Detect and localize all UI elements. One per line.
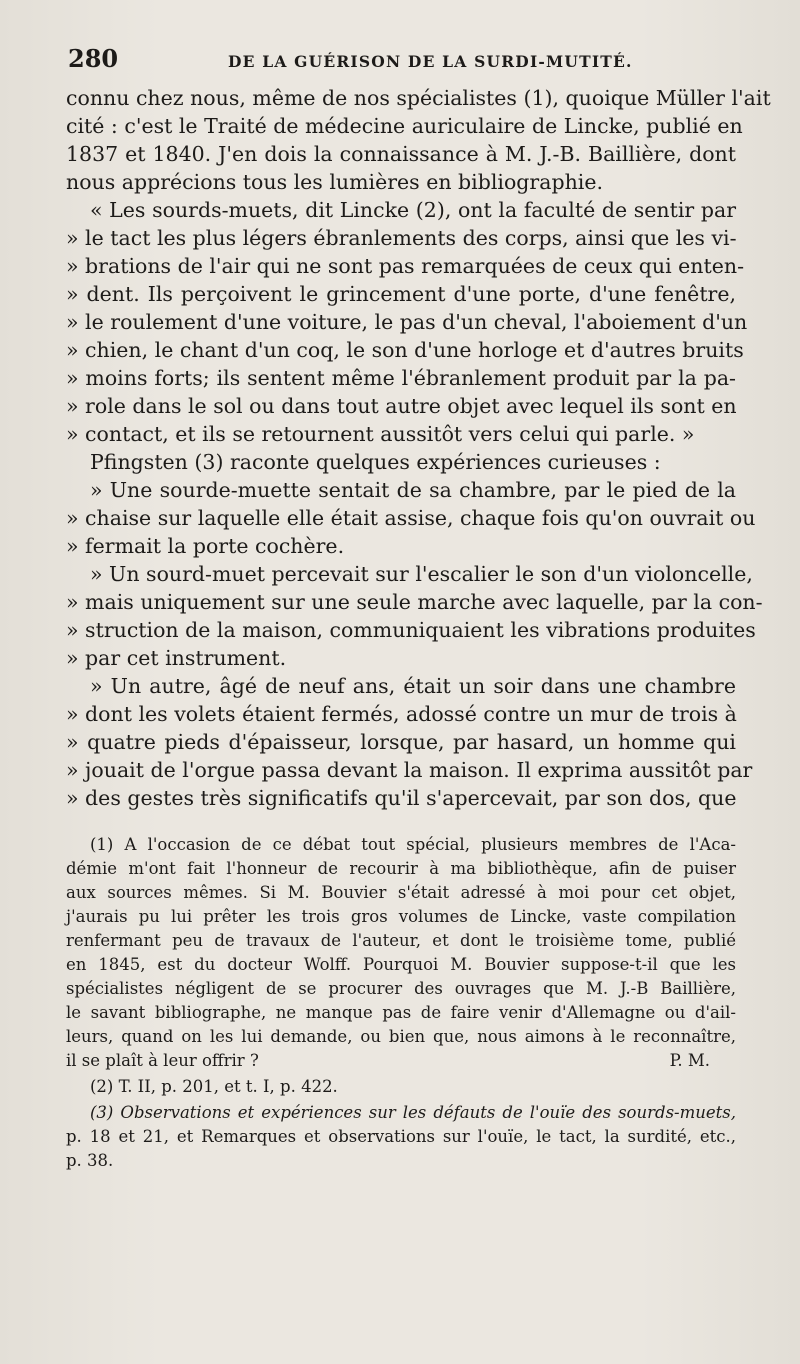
body-line: nous apprécions tous les lumières en bibliographie. (66, 170, 603, 194)
footnote-last-line (66, 1050, 736, 1071)
body-line: » dont les volets étaient fermés, adossé contre un mur de trois à (66, 702, 737, 726)
footnote-line: aux sources mêmes. Si M. Bouvier s'était adressé à moi pour cet objet, (66, 883, 736, 902)
footnote-line: le savant bibliographe, ne manque pas de faire venir d'Allemagne ou d'ail- (66, 1003, 736, 1022)
body-line: » role dans le sol ou dans tout autre objet avec lequel ils sont en (66, 394, 737, 418)
footnote-line: (2) T. II, p. 201, et t. I, p. 422. (90, 1077, 338, 1096)
footnote-line: il se plaît à leur offrir ? (66, 1051, 259, 1070)
body-line: 1837 et 1840. J'en dois la connaissance à M. J.-B. Baillière, dont (66, 142, 736, 166)
footnote-line: p. 38. (66, 1151, 114, 1170)
body-line: connu chez nous, même de nos spécialistes (1), quoique Müller l'ait (66, 86, 771, 110)
footnote-line: j'aurais pu lui prêter les trois gros volumes de Lincke, vaste compilation (66, 907, 736, 926)
footnote-line: leurs, quand on les lui demande, ou bien que, nous aimons à le reconnaître, (66, 1027, 736, 1046)
body-line: » chaise sur laquelle elle était assise, chaque fois qu'on ouvrait ou (66, 506, 756, 530)
footnote-line: spécialistes négligent de se procurer des ouvrages que M. J.-B Baillière, (66, 979, 736, 998)
body-line: » chien, le chant d'un coq, le son d'une horloge et d'autres bruits (66, 338, 744, 362)
body-line: » brations de l'air qui ne sont pas remarquées de ceux qui enten- (66, 254, 745, 278)
body-line: » Une sourde-muette sentait de sa chambre, par le pied de la (90, 478, 736, 502)
body-line: » le tact les plus légers ébranlements des corps, ainsi que les vi- (66, 226, 737, 250)
footnote-signature: P. M. (669, 1051, 710, 1070)
body-line: » par cet instrument. (66, 646, 287, 670)
footnote-line: (1) A l'occasion de ce débat tout spécial, plusieurs membres de l'Aca- (90, 835, 736, 854)
body-line: » contact, et ils se retournent aussitôt vers celui qui parle. » (66, 422, 695, 446)
footnote-line: (3) Observations et expériences sur les défauts de l'ouïe des sourds-muets, (90, 1103, 736, 1122)
footnote-line: démie m'ont fait l'honneur de recourir à ma bibliothèque, afin de puiser (66, 859, 736, 878)
body-line: « Les sourds-muets, dit Lincke (2), ont la faculté de sentir par (90, 198, 736, 222)
body-line: » Un sourd-muet percevait sur l'escalier le son d'un violoncelle, (90, 562, 753, 586)
page-number: 280 (68, 44, 119, 73)
footnote-line: en 1845, est du docteur Wolff. Pourquoi M. Bouvier suppose-t-il que les (66, 955, 736, 974)
footnote-line: renfermant peu de travaux de l'auteur, et dont le troisième tome, publié (66, 931, 736, 950)
body-line: » quatre pieds d'épaisseur, lorsque, par hasard, un homme qui (66, 730, 736, 754)
body-line: » le roulement d'une voiture, le pas d'un cheval, l'aboiement d'un (66, 310, 748, 334)
running-title: DE LA GUÉRISON DE LA SURDI-MUTITÉ. (228, 52, 633, 71)
footnote-line: p. 18 et 21, et Remarques et observations sur l'ouïe, le tact, la surdité, etc., (66, 1127, 736, 1146)
page-header (68, 44, 738, 78)
body-line: cité : c'est le Traité de médecine auriculaire de Lincke, publié en (66, 114, 743, 138)
body-line: » moins forts; ils sentent même l'ébranlement produit par la pa- (66, 366, 736, 390)
body-line: » des gestes très significatifs qu'il s'apercevait, par son dos, que (66, 786, 737, 810)
body-line: » mais uniquement sur une seule marche avec laquelle, par la con- (66, 590, 763, 614)
body-line: » fermait la porte cochère. (66, 534, 345, 558)
body-line: » jouait de l'orgue passa devant la maison. Il exprima aussitôt par (66, 758, 753, 782)
body-line: Pfingsten (3) raconte quelques expériences curieuses : (90, 450, 661, 474)
body-line: » dent. Ils perçoivent le grincement d'une porte, d'une fenêtre, (66, 282, 736, 306)
body-line: » struction de la maison, communiquaient les vibrations produites (66, 618, 756, 642)
body-line: » Un autre, âgé de neuf ans, était un soir dans une chambre (90, 674, 736, 698)
